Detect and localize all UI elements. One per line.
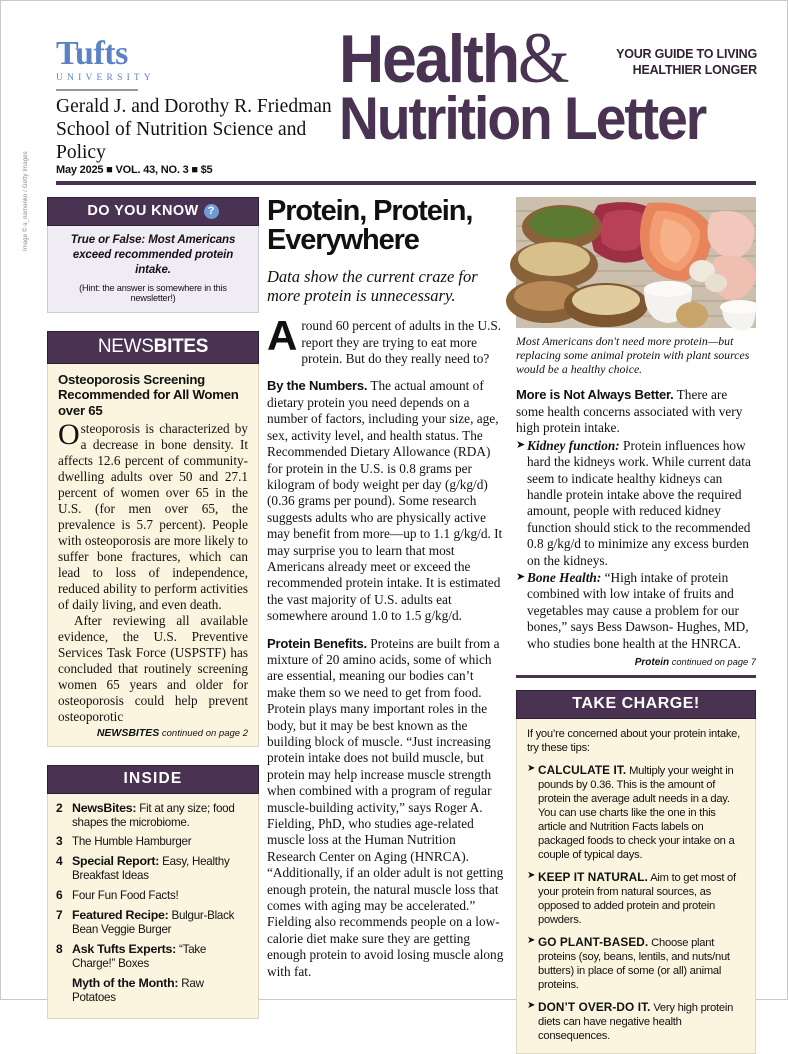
- tip-content: [538, 935, 745, 992]
- school-name: Gerald J. and Dorothy R. Friedman School of Nutrition Science and Policy: [56, 96, 332, 163]
- photo-caption: Most Americans don't need more protein—but replacing some animal protein with plant sources would be a healthy choice.: [516, 334, 750, 377]
- newsbites-header-bold: BITES: [153, 335, 209, 357]
- newsbites-continued-line: [58, 727, 248, 739]
- take-charge-header: TAKE CHARGE!: [516, 690, 756, 719]
- section-run-in-heading: More is Not Always Better.: [516, 387, 674, 403]
- do-you-know-box: [47, 197, 259, 313]
- toc-page-number: 3: [56, 834, 63, 849]
- article-section-by-the-numbers: [267, 378, 505, 624]
- newsbites-body: [47, 364, 259, 747]
- newsbites-box: [47, 331, 259, 747]
- tagline-line-1: YOUR GUIDE TO LIVING: [616, 47, 757, 61]
- publication-title-line-2: Nutrition Letter: [339, 85, 706, 153]
- bullet-diamond-icon: ➤: [527, 869, 536, 881]
- do-you-know-header-label: DO YOU KNOW: [87, 203, 199, 219]
- article-column: [267, 197, 505, 980]
- protein-foods-photo: [516, 197, 756, 328]
- bullet-kidney-function: [516, 438, 756, 569]
- toc-item-rest: Raw Potatoes: [72, 976, 204, 1004]
- masthead: [1, 1, 787, 179]
- toc-item[interactable]: [56, 976, 249, 1005]
- toc-item-text: [72, 854, 249, 883]
- newsbites-article-title: Osteoporosis Screening Recommended for All Women over 65: [58, 371, 239, 418]
- photo-illustration: [516, 197, 756, 328]
- inside-body: [47, 794, 259, 1019]
- bullet-text: Protein influences how hard the kidneys work. While current data seem to indicate healthy kidneys can handle protein intake above the required amount, people with reduced kidney function should stick to the recommended 0.8 g/kg/d to minimize any excess burden on the kidneys.: [527, 437, 751, 568]
- toc-item[interactable]: [56, 942, 249, 971]
- toc-page-number: [56, 976, 72, 1005]
- protein-continued-label: Protein: [634, 656, 670, 668]
- photo-credit: Image © a_namenko / Getty Images: [23, 151, 29, 251]
- left-column: [47, 197, 259, 1037]
- bullet-content: [527, 570, 756, 652]
- bullet-term: Kidney function:: [527, 437, 620, 453]
- right-column: [516, 197, 756, 1054]
- article-deck: Data show the current craze for more protein is unnecessary.: [267, 267, 478, 306]
- do-you-know-question: True or False: Most Americans exceed recommended protein intake.: [70, 234, 236, 277]
- tip-text: Very high protein diets can have negative health consequences.: [538, 1001, 734, 1042]
- protein-continued-text: continued on page 7: [669, 656, 756, 667]
- section-run-in-heading: Protein Benefits.: [267, 635, 367, 651]
- tagline: [616, 47, 757, 78]
- tip-text: Aim to get most of your protein from natural sources, as opposed to added protein and protein powders.: [538, 871, 736, 926]
- bullet-bone-health: [516, 570, 756, 652]
- take-charge-body: [516, 719, 756, 1054]
- bullet-diamond-icon: ➤: [516, 570, 526, 583]
- masthead-rule: [56, 181, 756, 185]
- newsbites-continued-label: NEWSBITES: [96, 726, 160, 739]
- tip-bold-label: CALCULATE IT.: [538, 762, 627, 777]
- tip-content: [538, 1000, 745, 1043]
- take-charge-box: [516, 690, 756, 1054]
- toc-item-bold: Featured Recipe:: [72, 908, 169, 923]
- title-health-text: Health: [339, 21, 519, 97]
- newsbites-header: [47, 331, 259, 364]
- section-text: There are some health concerns associated with very high protein intake.: [516, 387, 743, 436]
- take-charge-tip: [527, 1000, 745, 1043]
- article-lede-paragraph: Around 60 percent of adults in the U.S. report they are trying to eat more protein. But do they really need to?: [267, 312, 502, 367]
- bullet-term: Bone Health:: [527, 569, 602, 585]
- inside-box: [47, 765, 259, 1019]
- tufts-logo-wordmark: Tufts: [56, 35, 128, 72]
- bullet-text: “High intake of protein combined with low intake of fruits and vegetables may cause a problem for our bones,” says Bess Dawson- Hughes, MD, who studies bone health at the HNRCA.: [527, 569, 749, 651]
- article-body: [267, 312, 505, 980]
- toc-item-bold: Myth of the Month:: [72, 975, 179, 990]
- toc-item[interactable]: [56, 834, 249, 849]
- toc-item-rest: Easy, Healthy Breakfast Ideas: [72, 855, 230, 883]
- bullet-diamond-icon: ➤: [527, 762, 536, 774]
- issue-line: May 2025 ■ VOL. 43, NO. 3 ■ $5: [56, 164, 213, 176]
- toc-page-number: 6: [56, 888, 63, 903]
- more-is-not-always-better-intro: [516, 387, 756, 436]
- take-charge-tip: [527, 870, 745, 927]
- protein-continued-line: [516, 657, 756, 668]
- tip-text: Multiply your weight in pounds by 0.36. This is the amount of protein the average adult needs in a day. You can use charts like the one in this article and Nutrition Facts labels on packaged foods to check your intake on a couple of typical days.: [538, 764, 735, 861]
- toc-page-number: 2: [56, 800, 63, 815]
- do-you-know-body: [47, 226, 259, 313]
- toc-page-number: 8: [56, 941, 63, 956]
- toc-item-rest: The Humble Hamburger: [72, 835, 192, 849]
- toc-item-rest: “Take Charge!” Boxes: [72, 942, 207, 970]
- newsbites-continued-text: continued on page 2: [159, 727, 248, 739]
- tip-bold-label: KEEP IT NATURAL.: [538, 869, 648, 884]
- toc-item-bold: NewsBites:: [72, 800, 137, 815]
- article-headline: [267, 197, 505, 255]
- toc-item-bold: Special Report:: [72, 854, 160, 869]
- toc-item-rest: Four Fun Food Facts!: [72, 889, 179, 903]
- ampersand-glyph: &: [518, 18, 570, 98]
- toc-item-text: [72, 976, 249, 1005]
- toc-item-text: [72, 888, 178, 903]
- article-headline-line-1: Protein, Protein,: [267, 195, 473, 227]
- do-you-know-hint: (Hint: the answer is somewhere in this newsletter!): [79, 282, 227, 303]
- section-text: Proteins are built from a mixture of 20 amino acids, some of which are essential, meaning our bodies can’t make them so we need to get from food. Protein plays many important roles in the body, but it may be best known as the building block of muscle. “Just increasing protein intake does not build muscle, but protein may help increase muscle strength when combined with a program of regular muscle-building activity,” says Roger A. Fielding, PhD, who studies age-related muscle loss at the Human Nutrition Research Center on Aging (HNRCA). “Additionally, if an older adult is not getting enough protein, the natural muscle loss that comes with aging may be accelerated.” Fielding also recommends people on a low-calorie diet make sure they are getting enough protein to avoid losing muscle along with fat.: [267, 635, 504, 979]
- newsbites-paragraph-1: Osteoporosis is characterized by a decrease in bone density. It affects 12.6 percent of community-dwelling adults over 50 and 27.1 percent of women over 65 in the U.S. (for men over 65, the prevalence is 5.7 percent). People with osteoporosis are more likely to suffer bone fractures, which can lead to loss of independence, reduced ability to perform activities of daily living, and even death.: [58, 418, 248, 612]
- tip-bold-label: DON’T OVER-DO IT.: [538, 999, 651, 1014]
- toc-item-text: [72, 801, 249, 830]
- toc-item-text: [72, 834, 191, 849]
- question-mark-icon: ?: [204, 204, 219, 219]
- right-column-rule: [516, 675, 756, 678]
- toc-item-rest: Fit at any size; food shapes the microbiome.: [72, 801, 235, 829]
- bullet-content: [527, 438, 756, 569]
- toc-item-text: [72, 908, 249, 937]
- toc-item-bold: Ask Tufts Experts:: [72, 941, 177, 956]
- newsbites-text: [58, 418, 248, 724]
- bullet-diamond-icon: ➤: [516, 438, 526, 451]
- tufts-university-logo: [56, 37, 206, 83]
- section-run-in-heading: By the Numbers.: [267, 378, 368, 394]
- tip-content: [538, 763, 745, 862]
- bullet-diamond-icon: ➤: [527, 934, 536, 946]
- article-section-protein-benefits: [267, 636, 505, 981]
- do-you-know-header: [47, 197, 259, 226]
- toc-item[interactable]: [56, 908, 249, 937]
- toc-item[interactable]: [56, 854, 249, 883]
- tagline-line-2: HEALTHIER LONGER: [632, 62, 757, 77]
- tip-text: Choose plant proteins (soy, beans, lentils, and nuts/nut butters) in place of some (or all) animal proteins.: [538, 936, 730, 991]
- take-charge-intro: If you’re concerned about your protein intake, try these tips:: [527, 727, 741, 754]
- toc-page-number: 4: [56, 854, 63, 869]
- toc-item-rest: Bulgur-Black Bean Veggie Burger: [72, 909, 235, 936]
- take-charge-tip: [527, 935, 745, 992]
- toc-item[interactable]: [56, 888, 249, 903]
- toc-item-text: [72, 942, 249, 971]
- toc-page-number: 7: [56, 908, 63, 923]
- take-charge-tip: [527, 763, 745, 862]
- logo-divider-rule: [56, 89, 138, 91]
- toc-item[interactable]: [56, 801, 249, 830]
- tufts-logo-university-text: UNIVERSITY: [56, 73, 155, 83]
- bullet-diamond-icon: ➤: [527, 999, 536, 1011]
- article-headline-line-2: Everywhere: [267, 224, 419, 256]
- inside-header: INSIDE: [47, 765, 259, 794]
- tip-content: [538, 870, 745, 927]
- newsbites-header-light: NEWS: [97, 335, 154, 357]
- section-text: The actual amount of dietary protein you need depends on a number of factors, including your size, age, sex, activity level, and health status. The Recommended Dietary Allowance (RDA) for protein in the U.S. is 0.8 grams per kilogram of body weight per day (g/kg/d) (0.36 grams per pound). Some research suggests adults who are physically active may benefit from more—up to 1.1 g/kg/d. It may surprise you to learn that most Americans already meet or exceed the recommended protein intake. It is estimated the vast majority of U.S. adults eat somewhere around 1.0 to 1.5 g/kg/d.: [267, 378, 503, 624]
- newsbites-paragraph-2: After reviewing all available evidence, the U.S. Preventive Services Task Force (USPSTF) has concluded that routinely screening women 65 years and older for osteoporosis could help prevent osteoporotic: [58, 612, 248, 724]
- tip-bold-label: GO PLANT-BASED.: [538, 934, 649, 949]
